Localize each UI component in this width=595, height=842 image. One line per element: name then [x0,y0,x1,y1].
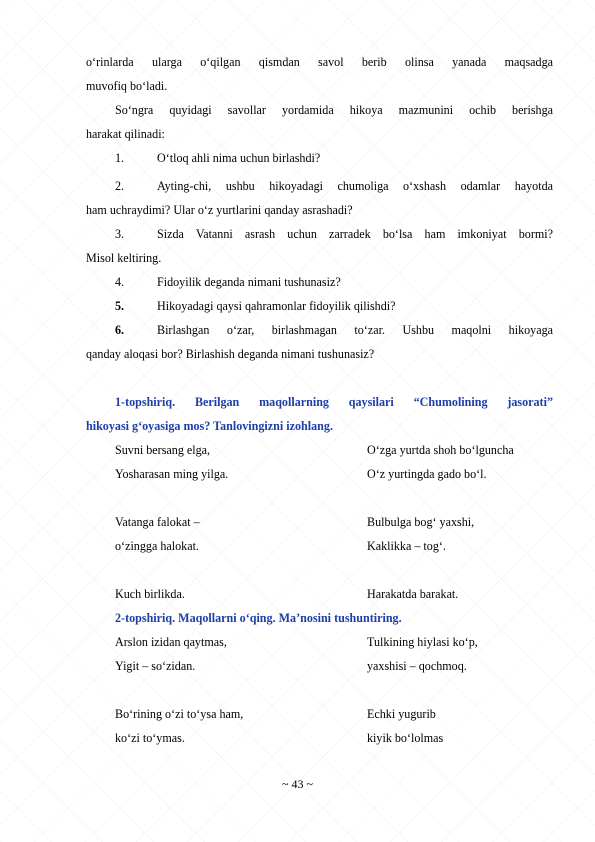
proverb-right: Kaklikka – tog‘. [367,539,446,553]
question-5-text: Hikoyadagi qaysi qahramonlar fidoyilik qilishdi? [157,299,396,313]
question-6-text-cont: qanday aloqasi bor? Birlashish deganda nimani tushunasiz? [86,347,375,361]
proverb-left: Arslon izidan qaytmas, [115,635,227,649]
proverb-right: kiyik bo‘lolmas [367,731,444,745]
paragraph-1-line-1: o‘rinlarda ularga o‘qilgan qismdan savol berib olinsa yanada maqsadga [86,55,553,69]
question-2-text-cont: ham uchraydimi? Ular o‘z yurtlarini qanday asrashadi? [86,203,353,217]
paragraph-1-line-2: muvofiq bo‘ladi. [86,79,168,93]
task-1-heading-cont: hikoyasi g‘oyasiga mos? Tanlovingizni izohlang. [86,419,333,433]
paragraph-2-line-2: harakat qilinadi: [86,127,165,141]
question-3-number: 3. [115,227,125,241]
question-5-number: 5. [115,299,125,313]
proverb-right: Bulbulga bog‘ yaxshi, [367,515,475,529]
proverb-right: O‘zga yurtda shoh bo‘lguncha [367,443,514,457]
question-2-text: Ayting-chi, ushbu hikoyadagi chumoliga o‘xshash odamlar hayotda [157,179,553,193]
question-1-number: 1. [115,151,125,165]
question-6-text: Birlashgan o‘zar, birlashmagan to‘zar. Ushbu maqolni hikoyaga [157,323,553,337]
question-2-number: 2. [115,179,125,193]
question-4-text: Fidoyilik deganda nimani tushunasiz? [157,275,341,289]
proverb-left: Yigit – so‘zidan. [115,659,196,673]
proverb-right: O‘z yurtingda gado bo‘l. [367,467,487,481]
question-3-text-cont: Misol keltiring. [86,251,162,265]
proverb-left: Kuch birlikda. [115,587,185,601]
proverb-left: Yosharasan ming yilga. [115,467,229,481]
task-2-heading: 2-topshiriq. Maqollarni o‘qing. Ma’nosini tushuntiring. [115,611,402,625]
proverb-right: yaxshisi – qochmoq. [367,659,467,673]
proverb-left: ko‘zi to‘ymas. [115,731,185,745]
proverb-left: Suvni bersang elga, [115,443,211,457]
proverb-left: Vatanga falokat – [115,515,200,529]
task-1-heading: 1-topshiriq. Berilgan maqollarning qaysilari “Chumolining jasorati” [115,395,553,409]
proverb-right: Tulkining hiylasi ko‘p, [367,635,478,649]
question-6-number: 6. [115,323,125,337]
page-number: ~ 43 ~ [282,777,313,791]
proverb-right: Harakatda barakat. [367,587,459,601]
proverb-left: o‘zingga halokat. [115,539,199,553]
proverb-right: Echki yugurib [367,707,436,721]
question-3-text: Sizda Vatanni asrash uchun zarradek bo‘lsa ham imkoniyat bormi? [157,227,553,241]
question-4-number: 4. [115,275,125,289]
question-1-text: O‘tloq ahli nima uchun birlashdi? [157,151,321,165]
proverb-left: Bo‘rining o‘zi to‘ysa ham, [115,707,244,721]
paragraph-2-line-1: So‘ngra quyidagi savollar yordamida hikoya mazmunini ochib berishga [115,103,553,117]
